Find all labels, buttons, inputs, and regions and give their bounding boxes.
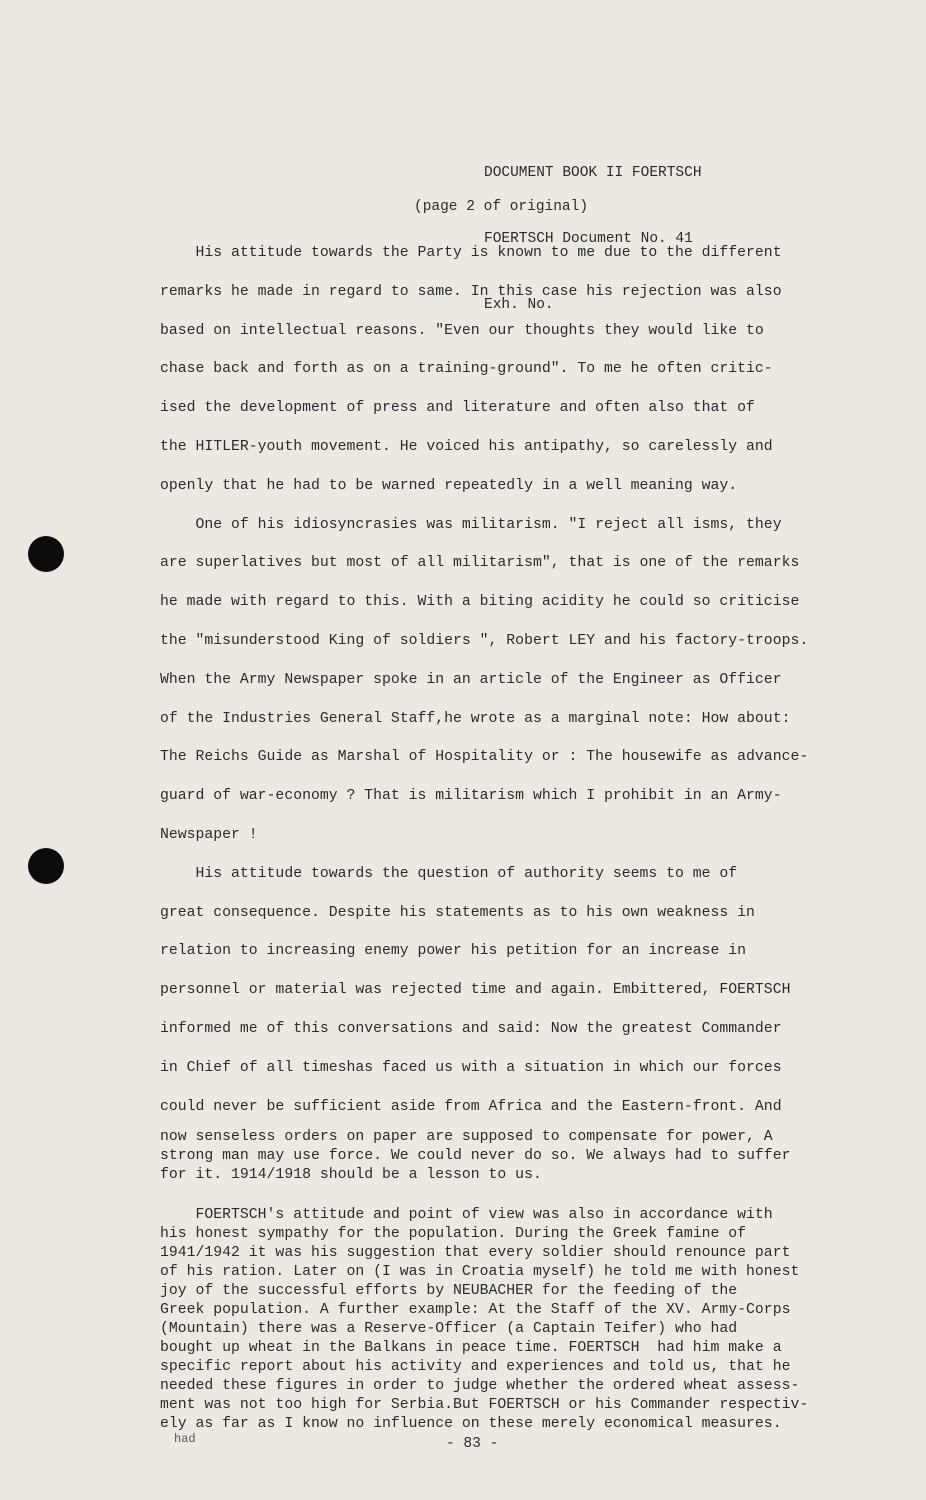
text-line: When the Army Newspaper spoke in an article of the Engineer as Officer: [160, 671, 782, 688]
header-line-exhibit: Exh. No.: [484, 297, 554, 313]
text-line: of the Industries General Staff,he wrote as a marginal note: How about:: [160, 710, 791, 727]
text-line: now senseless orders on paper are supposed to compensate for power, A: [160, 1129, 773, 1145]
text-line: openly that he had to be warned repeatedly in a well meaning way.: [160, 477, 738, 494]
text-line: bought up wheat in the Balkans in peace time. FOERTSCH had him make a: [160, 1340, 782, 1356]
text-line: the HITLER-youth movement. He voiced his antipathy, so carelessly and: [160, 438, 773, 455]
single-spaced-paragraph-1: [160, 1128, 875, 1185]
text-line: FOERTSCH's attitude and point of view was also in accordance with: [160, 1207, 773, 1223]
text-line: Newspaper !: [160, 826, 258, 843]
text-line: The Reichs Guide as Marshal of Hospitality or : The housewife as advance-: [160, 749, 809, 766]
punch-hole-bottom: [28, 848, 64, 884]
text-line: (Mountain) there was a Reserve-Officer (a Captain Teifer) who had: [160, 1321, 738, 1337]
body-paragraph: [160, 855, 875, 1127]
text-line: based on intellectual reasons. "Even our thoughts they would like to: [160, 322, 764, 339]
text-line: of his ration. Later on (I was in Croatia myself) he told me with honest: [160, 1264, 800, 1280]
text-line: remarks he made in regard to same. In this case his rejection was also: [160, 283, 782, 300]
text-line: joy of the successful efforts by NEUBACHER for the feeding of the: [160, 1283, 738, 1299]
text-line: strong man may use force. We could never do so. We always had to suffer: [160, 1148, 791, 1164]
text-line: 1941/1942 it was his suggestion that every soldier should renounce part: [160, 1245, 791, 1261]
text-line: chase back and forth as on a training-ground". To me he often critic-: [160, 361, 773, 378]
text-line: relation to increasing enemy power his petition for an increase in: [160, 943, 747, 960]
header-line-book: DOCUMENT BOOK II FOERTSCH: [484, 165, 702, 181]
text-line: specific report about his activity and experiences and told us, that he: [160, 1359, 791, 1375]
text-line: needed these figures in order to judge whether the ordered wheat assess-: [160, 1378, 800, 1394]
text-line: are superlatives but most of all militarism", that is one of the remarks: [160, 555, 800, 572]
body-paragraph: [160, 506, 875, 855]
text-line: ment was not too high for Serbia.But FOERTSCH or his Commander respectiv-: [160, 1397, 809, 1413]
handwritten-insert: had: [174, 1432, 196, 1446]
text-line: could never be sufficient aside from Africa and the Eastern-front. And: [160, 1098, 782, 1115]
text-line: His attitude towards the question of authority seems to me of: [160, 865, 738, 882]
punch-hole-top: [28, 536, 64, 572]
original-page-note: (page 2 of original): [414, 199, 589, 215]
text-line: Greek population. A further example: At the Staff of the XV. Army-Corps: [160, 1302, 791, 1318]
double-spaced-body: [160, 234, 875, 1126]
text-line: in Chief of all timeshas faced us with a situation in which our forces: [160, 1059, 782, 1076]
text-line: great consequence. Despite his statements as to his own weakness in: [160, 904, 755, 921]
text-line: One of his idiosyncrasies was militarism. "I reject all isms, they: [160, 516, 782, 533]
text-line: ised the development of press and literature and often also that of: [160, 400, 755, 417]
text-line: the "misunderstood King of soldiers ", Robert LEY and his factory-troops.: [160, 632, 809, 649]
text-line: he made with regard to this. With a biting acidity he could so criticise: [160, 594, 800, 611]
text-line: personnel or material was rejected time and again. Embittered, FOERTSCH: [160, 982, 791, 999]
text-line: informed me of this conversations and said: Now the greatest Commander: [160, 1020, 782, 1037]
text-line: His attitude towards the Party is known to me due to the different: [160, 245, 782, 261]
text-line: for it. 1914/1918 should be a lesson to us.: [160, 1167, 542, 1183]
text-line: ely as far as I know no influence on these merely economical measures.: [160, 1416, 782, 1432]
text-line: guard of war-economy ? That is militarism which I prohibit in an Army-: [160, 788, 782, 805]
page-number: - 83 -: [446, 1436, 499, 1452]
header-line-document: FOERTSCH Document No. 41: [484, 231, 693, 247]
text-line: his honest sympathy for the population. During the Greek famine of: [160, 1226, 747, 1242]
single-spaced-paragraph-2: [160, 1206, 875, 1434]
body-paragraph: [160, 234, 875, 506]
